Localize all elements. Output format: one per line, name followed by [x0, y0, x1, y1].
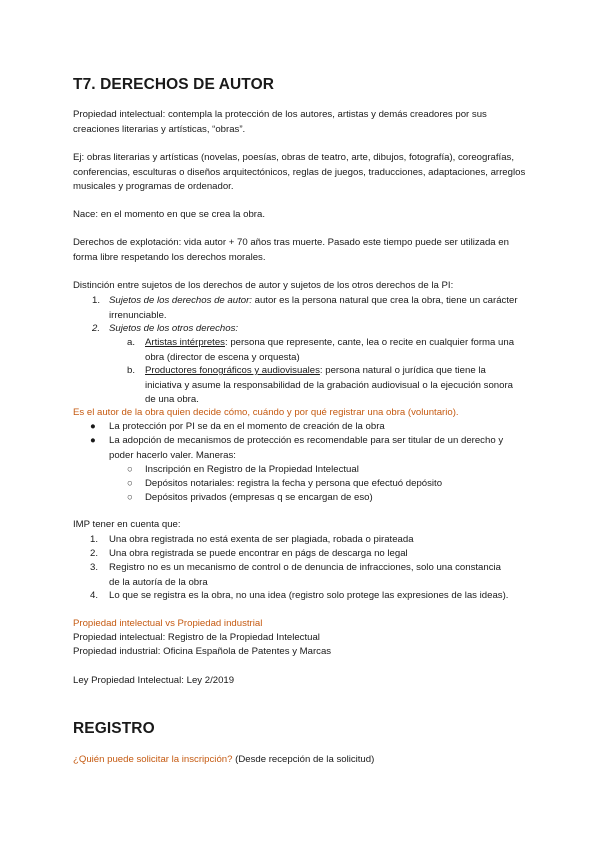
subbullet-item: Depósitos privados (empresas q se encargan de eso)	[145, 492, 373, 503]
circle-bullet-icon: ○	[127, 464, 133, 475]
distincion-heading: Distinción entre sujetos de los derechos de autor y sujetos de los otros derechos de la PI:	[73, 280, 454, 291]
intro-text: contempla la protección de los autores, artistas y demás creadores por sus creaciones literarias y artísticas, “obras”.	[73, 109, 487, 135]
circle-bullet-icon: ○	[127, 492, 133, 503]
nace-paragraph: Nace: en el momento en que se crea la obra.	[73, 209, 265, 220]
list-item: Una obra registrada no está exenta de ser plagiada, robada o pirateada	[109, 534, 414, 545]
sublist-item-label: Artistas intérpretes	[145, 337, 225, 348]
list-marker: 3.	[90, 562, 99, 573]
sublist-item-text: : persona que represente, cante, lea o recite en cualquier forma una obra (director de escena y orquesta)	[145, 337, 515, 363]
bullet-item: La protección por PI se da en el momento de creación de la obra	[109, 421, 385, 432]
bullet-icon: ●	[90, 435, 96, 446]
list-item: Registro no es un mecanismo de control o de denuncia de infracciones, solo una constancia de la autoría de la obra	[109, 562, 501, 588]
list-marker: 1.	[92, 295, 101, 306]
vs-heading: Propiedad intelectual vs Propiedad industrial	[73, 618, 263, 629]
explotacion-paragraph: Derechos de explotación: vida autor + 70 años tras muerte. Pasado este tiempo puede ser utilizada en forma libre respetando los derechos morales.	[73, 237, 509, 263]
list-item-text: autor es la persona natural que crea la obra, tiene un carácter irrenunciable.	[109, 295, 518, 321]
bullet-icon: ●	[90, 421, 96, 432]
question-text: ¿Quién puede solicitar la inscripción?	[73, 754, 233, 765]
ley-paragraph: Ley Propiedad Intelectual: Ley 2/2019	[73, 675, 235, 686]
list-item	[109, 294, 529, 323]
page-title: T7. DERECHOS DE AUTOR	[73, 76, 275, 93]
subbullet-item: Inscripción en Registro de la Propiedad Intelectual	[145, 464, 359, 475]
list-item: Una obra registrada se puede encontrar en págs de descarga no legal	[109, 548, 408, 559]
sublist-marker: a.	[127, 337, 136, 348]
circle-bullet-icon: ○	[127, 478, 133, 489]
list-marker: 2.	[92, 323, 101, 334]
registro-question	[73, 753, 533, 768]
section-title-registro: REGISTRO	[73, 720, 155, 737]
intro-label: Propiedad intelectual:	[73, 109, 166, 120]
question-note: (Desde recepción de la solicitud)	[232, 754, 375, 765]
list-item: Lo que se registra es la obra, no una idea (registro solo protege las expresiones de las ideas).	[109, 590, 509, 601]
sublist-item-label: Productores fonográficos y audiovisuales	[145, 365, 320, 376]
sublist-item-text: : persona natural o jurídica que tiene la iniciativa y asume la responsabilidad de la grabación audiovisual o la ejecución sonora de una obra.	[145, 365, 513, 405]
vs-line-industrial: Propiedad industrial: Oficina Española de Patentes y Marcas	[73, 646, 332, 657]
intro-paragraph	[73, 108, 533, 137]
sublist-item	[145, 364, 525, 408]
list-marker: 1.	[90, 534, 99, 545]
list-marker: 2.	[90, 548, 99, 559]
sublist-item	[145, 336, 525, 365]
list-marker: 4.	[90, 590, 99, 601]
list-item	[109, 322, 529, 337]
vs-line-intelectual: Propiedad intelectual: Registro de la Propiedad Intelectual	[73, 632, 320, 643]
examples-paragraph: Ej: obras literarias y artísticas (novelas, poesías, obras de teatro, arte, dibujos, fotografía), coreografías, conferencias, esculturas o diseños arquitectónicos, reglas de juegos, traducciones, adaptaciones, arreglos musicales y programas de ordenador.	[73, 152, 526, 192]
sublist-marker: b.	[127, 365, 136, 376]
list-item-label: Sujetos de los otros derechos:	[109, 323, 239, 334]
subbullet-item: Depósitos notariales: registra la fecha y persona que efectuó depósito	[145, 478, 443, 489]
imp-heading: IMP tener en cuenta que:	[73, 519, 181, 530]
bullet-item: La adopción de mecanismos de protección es recomendable para ser titular de un derecho y poder hacerlo valer. Maneras:	[109, 435, 504, 461]
voluntario-heading: Es el autor de la obra quien decide cómo, cuándo y por qué registrar una obra (voluntario).	[73, 407, 459, 418]
list-item-label: Sujetos de los derechos de autor:	[109, 295, 252, 306]
